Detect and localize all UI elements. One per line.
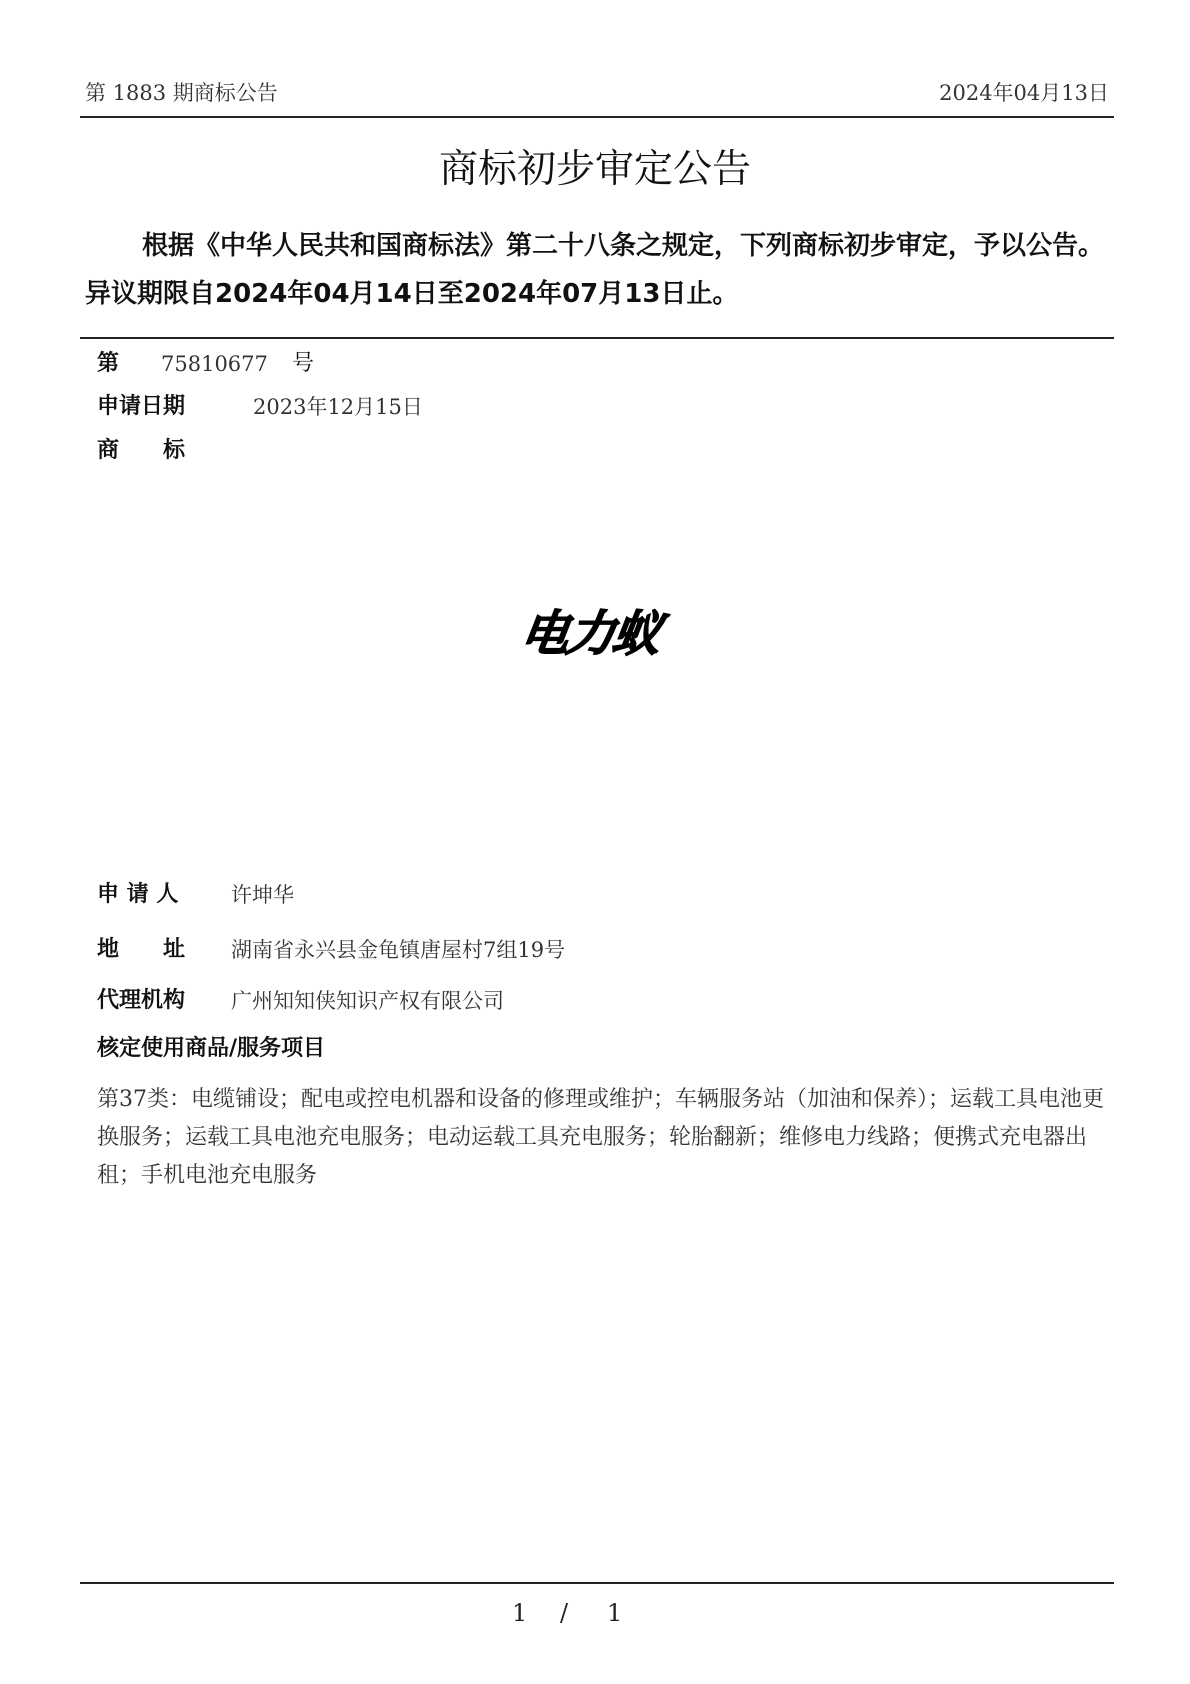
page-total: 1	[607, 1599, 623, 1627]
number-suffix: 号	[292, 351, 315, 376]
trademark-image	[0, 598, 1190, 668]
applicant-name: 许坤华	[231, 883, 294, 907]
agent-label: 代理机构	[97, 988, 186, 1013]
page-title: 商标初步审定公告	[438, 147, 751, 192]
application-date: 2023年12月15日	[253, 395, 423, 419]
number-prefix: 第	[97, 351, 120, 376]
svg-text:电力蚁	[517, 606, 672, 662]
applicant-label: 申 请 人	[97, 882, 179, 907]
intro-paragraph: 根据《中华人民共和国商标法》第二十八条之规定，下列商标初步审定，予以公告。异议期限自2024年04月14日至2024年07月13日止。	[85, 231, 1105, 309]
trademark-wordmark: 电力蚁	[517, 606, 663, 662]
agent-name: 广州知知侠知识产权有限公司	[231, 989, 504, 1013]
trademark-logo	[500, 598, 690, 668]
page-separator: /	[560, 1599, 569, 1627]
goods-services-label: 核定使用商品/服务项目	[97, 1036, 326, 1061]
header-rule	[80, 116, 1114, 118]
goods-services-list: 第37类：电缆铺设；配电或控电机器和设备的修理或维护；车辆服务站（加油和保养）；运载工具电池更换服务；运载工具电池充电服务；电动运载工具充电服务；轮胎翻新；维修电力线路；便携式充电器出租；手机电池充电服务	[97, 1087, 1104, 1188]
application-date-label: 申请日期	[97, 394, 186, 419]
page-number: 1	[512, 1599, 528, 1627]
address-label: 地 址	[97, 937, 186, 962]
footer-rule	[80, 1582, 1114, 1584]
publication-date: 2024年04月13日	[939, 81, 1109, 105]
address: 湖南省永兴县金龟镇唐屋村7组19号	[231, 938, 566, 962]
trademark-label: 商 标	[97, 438, 186, 463]
section-rule	[80, 337, 1114, 339]
registration-number: 75810677	[161, 352, 268, 376]
issue-number: 第 1883 期商标公告	[85, 81, 278, 105]
